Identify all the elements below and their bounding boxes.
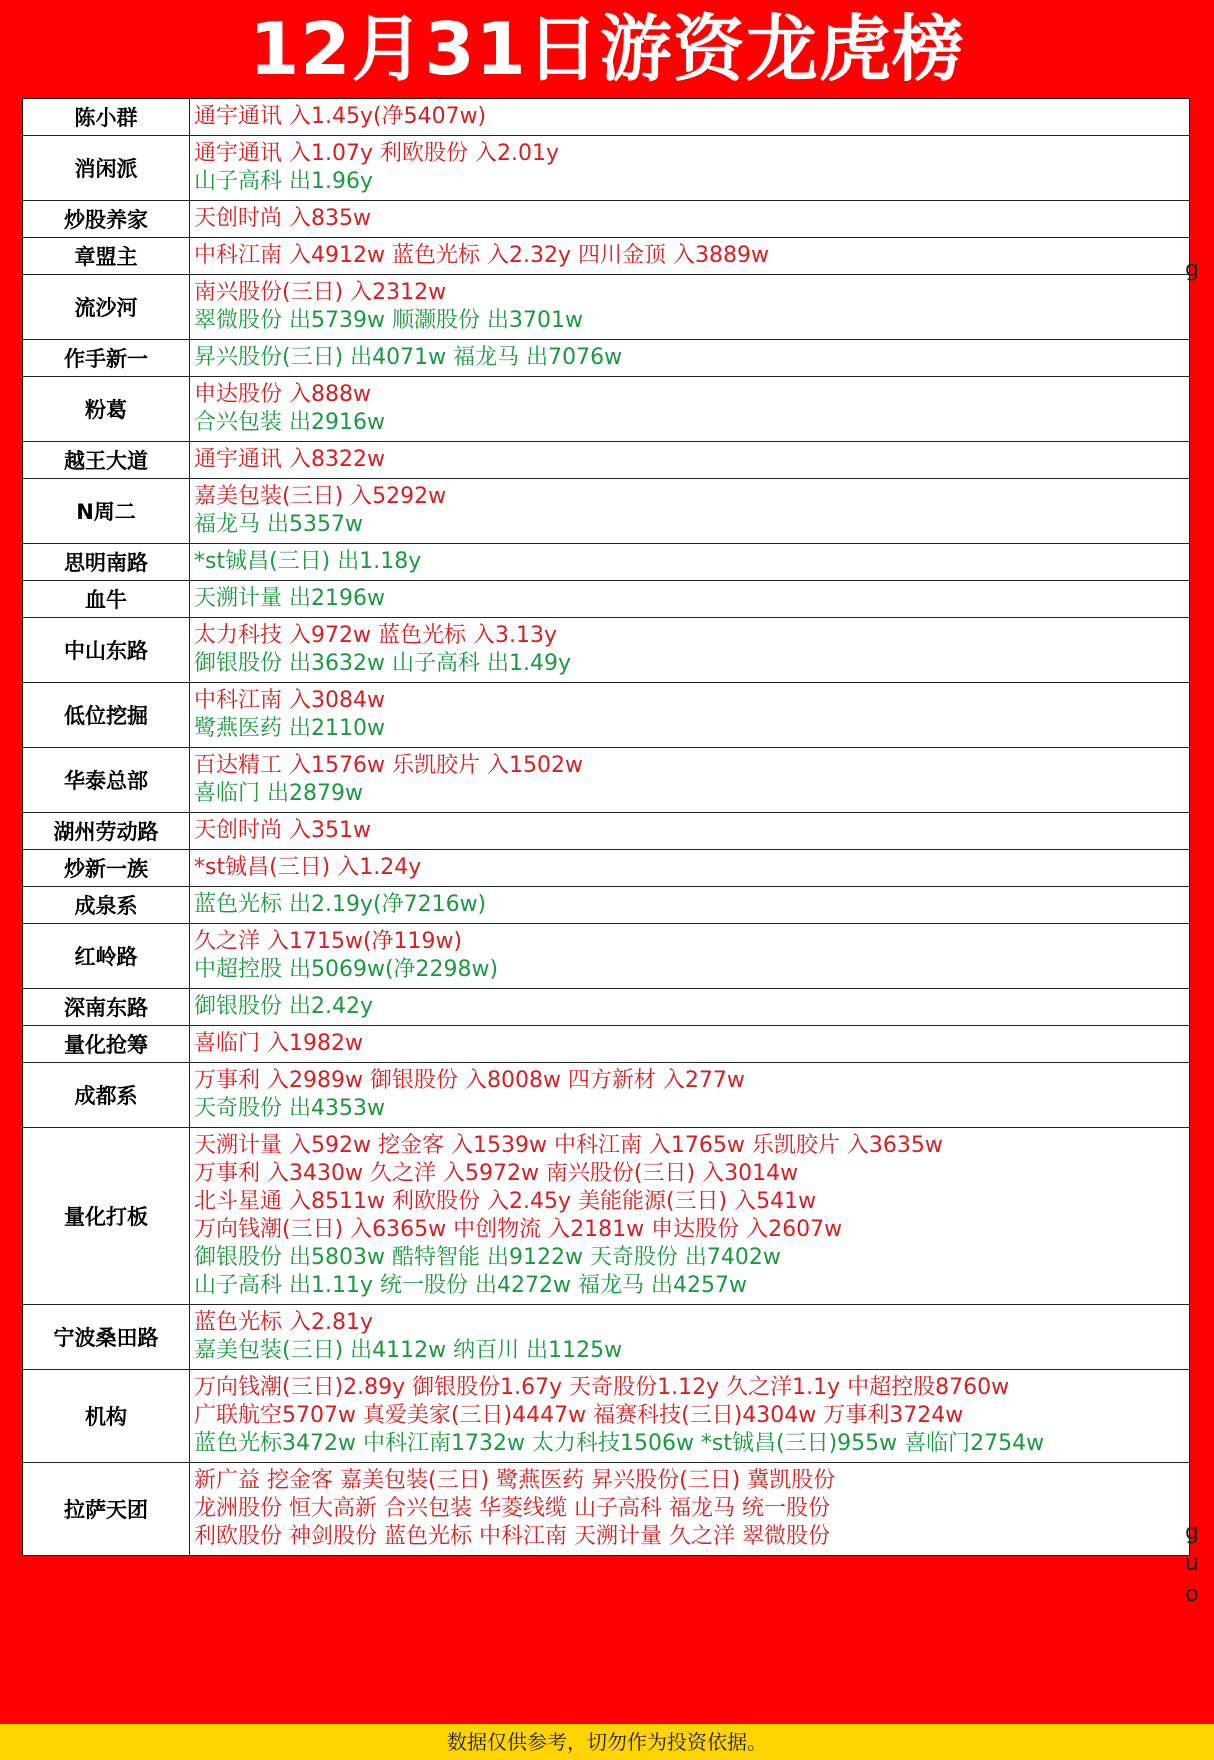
trader-name: 炒新一族	[23, 850, 190, 886]
trader-name: 红岭路	[23, 924, 190, 988]
buy-line: 天创时尚 入835w	[194, 206, 371, 231]
page-title: 12月31日游资龙虎榜	[249, 7, 965, 91]
trade-details	[190, 1463, 1189, 1555]
buy-line: 中科江南 入3084w	[194, 688, 385, 713]
sell-line: 蓝色光标3472w 中科江南1732w 太力科技1506w *st铖昌(三日)955w 喜临门2754w	[194, 1431, 1045, 1456]
table-row	[22, 442, 1190, 479]
table-row	[22, 887, 1190, 924]
buy-line: 太力科技 入972w 蓝色光标 入3.13y	[194, 623, 557, 648]
trade-details	[190, 618, 1189, 682]
trader-name: 量化打板	[23, 1128, 190, 1304]
trader-name: 流沙河	[23, 275, 190, 339]
buy-line: 蓝色光标 入2.81y	[194, 1310, 373, 1335]
trader-name: 章盟主	[23, 238, 190, 274]
sell-line: 山子高科 出1.11y 统一股份 出4272w 福龙马 出4257w	[194, 1273, 747, 1298]
trade-details	[190, 887, 1189, 923]
sell-line: 山子高科 出1.96y	[194, 169, 373, 194]
trade-details	[190, 1026, 1189, 1062]
table-row	[22, 544, 1190, 581]
trader-name: 量化抢筹	[23, 1026, 190, 1062]
sell-line: 蓝色光标 出2.19y(净7216w)	[194, 892, 487, 917]
sell-line: 鹭燕医药 出2110w	[194, 716, 385, 741]
trade-details	[190, 1305, 1189, 1369]
buy-line: 天创时尚 入351w	[194, 818, 371, 843]
table-row	[22, 275, 1190, 340]
buy-line: 中科江南 入4912w 蓝色光标 入2.32y 四川金顶 入3889w	[194, 243, 769, 268]
buy-line: 北斗星通 入8511w 利欧股份 入2.45y 美能能源(三日) 入541w	[194, 1189, 817, 1214]
trader-name: 成泉系	[23, 887, 190, 923]
buy-line: 万事利 入3430w 久之洋 入5972w 南兴股份(三日) 入3014w	[194, 1161, 799, 1186]
trader-name: 华泰总部	[23, 748, 190, 812]
buy-line: 万向钱潮(三日)2.89y 御银股份1.67y 天奇股份1.12y 久之洋1.1y 中超控股8760w	[194, 1375, 1010, 1400]
trade-details	[190, 1128, 1189, 1304]
table-row	[22, 201, 1190, 238]
trader-name: 思明南路	[23, 544, 190, 580]
trader-name: 低位挖掘	[23, 683, 190, 747]
trade-details	[190, 377, 1189, 441]
trade-details	[190, 238, 1189, 274]
trader-name: 炒股养家	[23, 201, 190, 237]
watermark-letter: g	[1185, 1520, 1199, 1545]
buy-line: 龙洲股份 恒大高新 合兴包装 华菱线缆 山子高科 福龙马 统一股份	[194, 1496, 830, 1521]
buy-line: 通宇通讯 入1.07y 利欧股份 入2.01y	[194, 141, 559, 166]
buy-line: 百达精工 入1576w 乐凯胶片 入1502w	[194, 753, 583, 778]
sell-line: 御银股份 出3632w 山子高科 出1.49y	[194, 651, 571, 676]
table-row	[22, 479, 1190, 544]
trader-name: N周二	[23, 479, 190, 543]
trade-details	[190, 442, 1189, 478]
watermark-letter: u	[1185, 1551, 1199, 1576]
trade-details	[190, 989, 1189, 1025]
buy-line: 万向钱潮(三日) 入6365w 中创物流 入2181w 申达股份 入2607w	[194, 1217, 843, 1242]
table-row	[22, 1370, 1190, 1463]
table-row	[22, 377, 1190, 442]
trade-details	[190, 813, 1189, 849]
buy-line: *st铖昌(三日) 入1.24y	[194, 855, 422, 880]
table-row	[22, 618, 1190, 683]
buy-line: 久之洋 入1715w(净119w)	[194, 929, 463, 954]
sell-line: 御银股份 出5803w 酷特智能 出9122w 天奇股份 出7402w	[194, 1245, 781, 1270]
table-row	[22, 136, 1190, 201]
table-row	[22, 1063, 1190, 1128]
trader-name: 粉葛	[23, 377, 190, 441]
table-row	[22, 99, 1190, 136]
trading-board-table	[22, 98, 1190, 1556]
sell-line: 御银股份 出2.42y	[194, 994, 373, 1019]
trade-details	[190, 201, 1189, 237]
buy-line: 通宇通讯 入1.45y(净5407w)	[194, 104, 487, 129]
table-row	[22, 1026, 1190, 1063]
table-row	[22, 683, 1190, 748]
buy-line: 新广益 挖金客 嘉美包装(三日) 鹭燕医药 昇兴股份(三日) 冀凯股份	[194, 1468, 836, 1493]
trade-details	[190, 748, 1189, 812]
trader-name: 机构	[23, 1370, 190, 1462]
trade-details	[190, 581, 1189, 617]
table-row	[22, 581, 1190, 618]
trade-details	[190, 275, 1189, 339]
buy-line: 喜临门 入1982w	[194, 1031, 363, 1056]
trader-name: 中山东路	[23, 618, 190, 682]
table-row	[22, 238, 1190, 275]
sell-line: 合兴包装 出2916w	[194, 410, 385, 435]
trader-name: 湖州劳动路	[23, 813, 190, 849]
sell-line: 喜临门 出2879w	[194, 781, 363, 806]
buy-line: 利欧股份 神剑股份 蓝色光标 中科江南 天溯计量 久之洋 翠微股份	[194, 1524, 830, 1549]
trader-name: 陈小群	[23, 99, 190, 135]
sell-line: 昇兴股份(三日) 出4071w 福龙马 出7076w	[194, 345, 623, 370]
trader-name: 成都系	[23, 1063, 190, 1127]
table-row	[22, 989, 1190, 1026]
table-row	[22, 1463, 1190, 1556]
sell-line: 天溯计量 出2196w	[194, 586, 385, 611]
trader-name: 作手新一	[23, 340, 190, 376]
table-row	[22, 1305, 1190, 1370]
trade-details	[190, 340, 1189, 376]
trade-details	[190, 683, 1189, 747]
trader-name: 宁波桑田路	[23, 1305, 190, 1369]
trader-name: 深南东路	[23, 989, 190, 1025]
sell-line: 嘉美包装(三日) 出4112w 纳百川 出1125w	[194, 1338, 623, 1363]
trade-details	[190, 544, 1189, 580]
table-row	[22, 1128, 1190, 1305]
watermark-letter: o	[1185, 1582, 1199, 1607]
trade-details	[190, 1370, 1189, 1462]
table-row	[22, 340, 1190, 377]
table-row	[22, 813, 1190, 850]
disclaimer-footer: 数据仅供参考，切勿作为投资依据。	[0, 1724, 1214, 1760]
sell-line: 天奇股份 出4353w	[194, 1096, 385, 1121]
buy-line: 南兴股份(三日) 入2312w	[194, 280, 447, 305]
trade-details	[190, 136, 1189, 200]
trader-name: 消闲派	[23, 136, 190, 200]
table-row	[22, 924, 1190, 989]
trade-details	[190, 479, 1189, 543]
sell-line: 福龙马 出5357w	[194, 512, 363, 537]
buy-line: 嘉美包装(三日) 入5292w	[194, 484, 447, 509]
sell-line: 翠微股份 出5739w 顺灏股份 出3701w	[194, 308, 583, 333]
buy-line: 广联航空5707w 真爱美家(三日)4447w 福赛科技(三日)4304w 万事利3724w	[194, 1403, 964, 1428]
watermark-top: g	[1185, 257, 1199, 282]
trader-name: 拉萨天团	[23, 1463, 190, 1555]
trader-name: 血牛	[23, 581, 190, 617]
table-row	[22, 850, 1190, 887]
table-row	[22, 748, 1190, 813]
buy-line: 天溯计量 入592w 挖金客 入1539w 中科江南 入1765w 乐凯胶片 入3635w	[194, 1133, 943, 1158]
buy-line: 万事利 入2989w 御银股份 入8008w 四方新材 入277w	[194, 1068, 745, 1093]
trade-details	[190, 924, 1189, 988]
buy-line: 申达股份 入888w	[194, 382, 371, 407]
watermark-side	[1180, 1517, 1204, 1610]
trade-details	[190, 99, 1189, 135]
trader-name: 越王大道	[23, 442, 190, 478]
trade-details	[190, 850, 1189, 886]
sell-line: 中超控股 出5069w(净2298w)	[194, 957, 499, 982]
trade-details	[190, 1063, 1189, 1127]
sell-line: *st铖昌(三日) 出1.18y	[194, 549, 422, 574]
buy-line: 通宇通讯 入8322w	[194, 447, 385, 472]
